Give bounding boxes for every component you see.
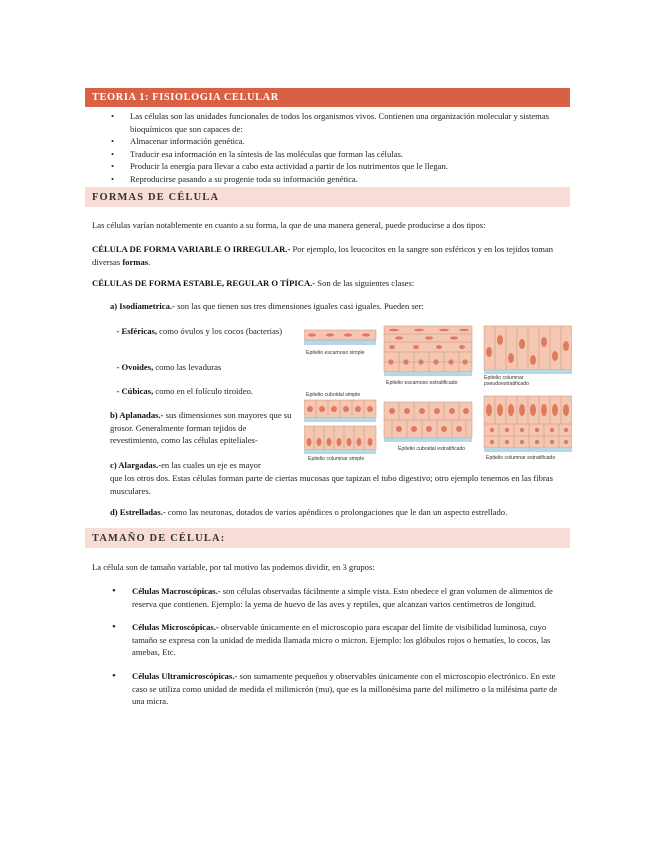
list-item (112, 585, 559, 610)
iso-label: a) Isodiametrica.- (110, 301, 175, 311)
stable-paragraph (92, 277, 562, 290)
caption-simple-squamous: Epitelio escamoso simple (306, 350, 365, 356)
aplanadas-paragraph (110, 409, 296, 447)
stratified-columnar-panel (484, 396, 572, 452)
tamano-intro: La célula son de tamaño variable, por tal motivo las podemos dividir, en 3 grupos: (92, 562, 375, 572)
item-text: son células observadas fácilmente a simple vista. Esto obedece el gran volumen de alimentos de reserva que contienen. Ejemplo: la yema de huevo de las aves y reptiles, que alcanzan varios centímetros de longitud. (132, 586, 553, 609)
item-text: observable únicamente en el microscopio para escapar del límite de visibilidad luminosa, cuyo tamaño se expresa con la unidad de medida llamada micro o micron. Ejemplo: los glóbulos rojos o hematíes, lo cocos, las amebas, Etc. (132, 622, 551, 658)
caption-pseudostratified: Epitelio columnar pseudoestratificado (484, 375, 529, 387)
apl-text: sus dimensiones son mayores que su grosor. Generalmente forman tejidos de revestimiento, como las células epiteliales- (110, 410, 292, 446)
list-item: • Las células son las unidades funcionales de todos los organismos vivos. Contienen una organización molecular y sistemas bioquímicos que son capaces de: (111, 110, 561, 135)
esf-text: como óvulos y los cocos (bacterias) (157, 326, 283, 336)
list-item: • Reproducirse pasando a su progenie toda su información genética. (111, 173, 561, 186)
list-item: • Traducir esa información en la síntesis de las moléculas que forman las células. (111, 148, 561, 161)
ovo-label: - Ovoides, (116, 362, 154, 372)
alar-text1: en las cuales un eje es mayor (161, 460, 261, 470)
size-list (112, 585, 559, 719)
caption-simple-cuboidal: Epitelio cuboidal simple (306, 392, 361, 398)
epithelium-figure (304, 322, 572, 464)
simple-cuboidal-panel (304, 400, 376, 422)
estr-text: como las neuronas, dotados de varios apéndices o prolongaciones que le dan un aspecto estrellado. (165, 507, 508, 517)
variable-label: CÉLULA DE FORMA VARIABLE O IRREGULAR.- (92, 244, 291, 254)
section-title: TEORIA 1: FISIOLOGIA CELULAR (92, 92, 279, 103)
section-header-fisiologia (85, 88, 570, 107)
isodiametrica-paragraph (110, 300, 570, 313)
list-item: • Almacenar información genética. (111, 135, 561, 148)
item-label: Células Microscópicas.- (132, 622, 219, 633)
function-list (111, 110, 561, 186)
caption-simple-columnar: Epitelio columnar simple (308, 456, 365, 462)
list-item (112, 670, 559, 708)
ovo-text: como las levaduras (153, 362, 222, 372)
variable-text: Por ejemplo, los leucocitos en la sangre son esféricos y en los tejidos toman diversas (92, 244, 554, 267)
section-header-tamano (85, 528, 570, 548)
caption-stratified-columnar: Epitelio columnar estratificado (486, 455, 556, 461)
caption-stratified-cuboidal: Epitelio cuboidal estratificado (398, 446, 466, 452)
alargadas-rest: que los otros dos. Estas células forman parte de ciertas mucosas que tapizan el tubo digestivo; otro ejemplo tenemos en las fibras musculares. (110, 473, 553, 496)
variable-paragraph: CÉLULA DE FORMA VARIABLE O IRREGULAR.- Por ejemplo, los leucocitos en la sangre son esféricos y en los tejidos toman diversas formas. (92, 244, 554, 267)
list-item: • Producir la energía para llevar a cabo esta actividad a partir de los nutrimentos que le llegan. (111, 160, 561, 173)
variable-bold-end: formas (122, 256, 149, 267)
alargadas-first-line (110, 459, 300, 472)
alar-label: c) Alargadas.- (110, 460, 162, 470)
pseudostratified-panel (484, 326, 572, 374)
cub-label: - Cúbicas, (116, 386, 154, 396)
cub-text: como en el folículo tiroideo. (153, 386, 253, 396)
cubicas-paragraph (110, 385, 300, 398)
list-item (112, 621, 559, 659)
simple-squamous-panel (304, 330, 376, 345)
stratified-squamous-panel (384, 326, 472, 376)
section-title: FORMAS DE CÉLULA (92, 192, 220, 203)
caption-stratified-squamous: Epitelio escamoso estratificado (386, 380, 458, 386)
esfericas-paragraph (110, 325, 300, 338)
simple-columnar-panel (304, 426, 376, 454)
item-text: son sumamente pequeños y observables únicamente con el microscopio electrónico. En este caso se utiliza como unidad de medida el milimicrón (mu), que es la millonésima parte del milímetro o la milésima parte de una micra. (132, 670, 558, 707)
stable-label: CÉLULAS DE FORMA ESTABLE, REGULAR O TÍPICA.- (92, 278, 316, 288)
esf-label: - Esféricas, (116, 326, 158, 336)
ovoides-paragraph (110, 361, 300, 374)
formas-intro: Las células varían notablemente en cuanto a su forma, la que de una manera general, puede producirse a dos tipos: (92, 220, 486, 230)
estrelladas-paragraph (110, 506, 570, 519)
section-header-formas (85, 187, 570, 207)
section-title: TAMAÑO DE CÉLULA: (92, 533, 226, 544)
apl-label: b) Aplanadas.- (110, 410, 164, 420)
item-label: Células Macroscópicas.- (132, 586, 221, 596)
stratified-cuboidal-panel (384, 402, 472, 442)
item-label: Células Ultramicroscópicas.- (132, 670, 238, 681)
estr-label: d) Estrelladas.- (110, 507, 166, 517)
iso-text: son las que tienen sus tres dimensiones iguales casi iguales. Pueden ser: (174, 301, 424, 311)
stable-text: Son de las siguientes clases: (315, 278, 415, 288)
